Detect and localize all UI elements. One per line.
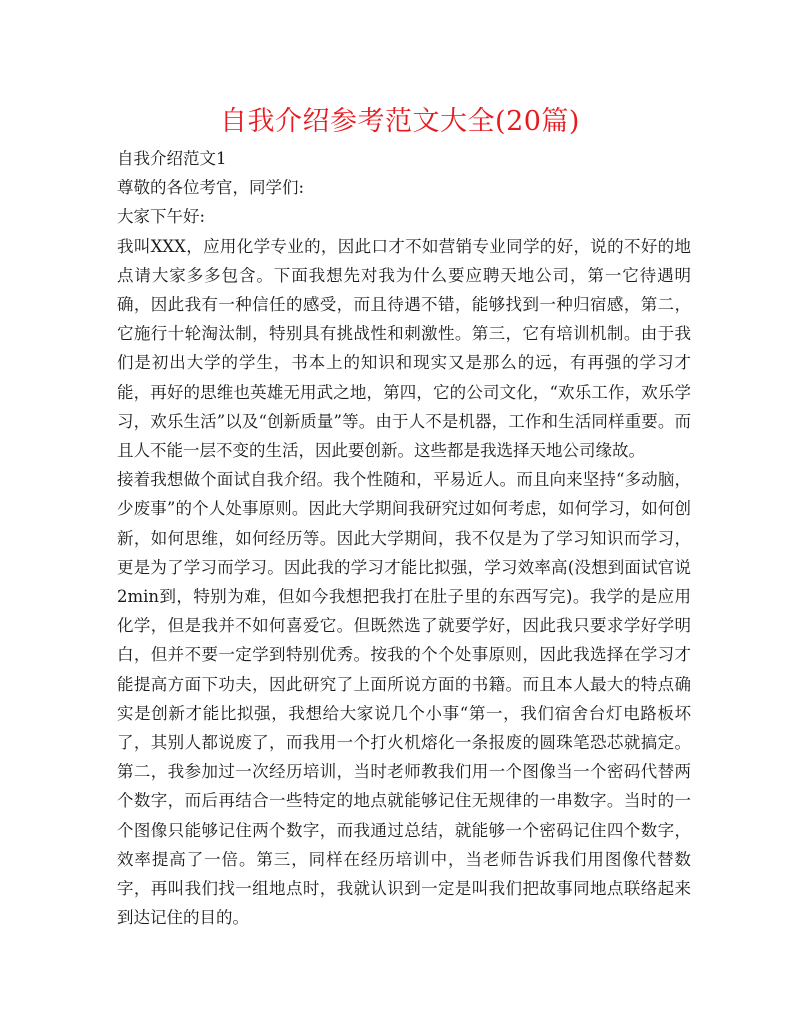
paragraph-greeting: 大家下午好: bbox=[117, 207, 206, 227]
paragraph-body-1: 我叫XXX，应用化学专业的，因此口才不如营销专业同学的好，说的不好的地点请大家多多包含。下面我想先对我为什么要应聘天地公司，第一它待遇明确，因此我有一种信任的感受，而且待遇不错，能够找到一种归宿感，第二，它施行十轮淘汰制，特别具有挑战性和刺激性。第三，它有培训机制。由于我们是初出大学的学生，书本上的知识和现实又是那么的远，有再强的学习才能，再好的思维也英雄无用武之地，第四，它的公司文化，“欢乐工作，欢乐学习，欢乐生活”以及“创新质量”等。由于人不是机器，工作和生活同样重要。而且人不能一层不变的生活，因此要创新。这些都是我选择天地公司缘故。 bbox=[117, 236, 691, 461]
document-title: 自我介绍参考范文大全(20篇) bbox=[220, 106, 580, 137]
document-body bbox=[117, 144, 691, 932]
paragraph-body-2: 接着我想做个面试自我介绍。我个性随和，平易近人。而且向来坚持“多动脑，少废事”的个人处事原则。因此大学期间我研究过如何考虑，如何学习，如何创新，如何思维，如何经历等。因此大学期间，我不仅是为了学习知识而学习，更是为了学习而学习。因此我的学习才能比拟强，学习效率高(没想到面试官说2min到，特别为难，但如今我想把我打在肚子里的东西写完)。我学的是应用化学，但是我并不如何喜爱它。但既然选了就要学好，因此我只要求学好学明白，但并不要一定学到特别优秀。按我的个个处事原则，因此我选择在学习才能提高方面下功夫，因此研究了上面所说方面的书籍。而且本人最大的特点确实是创新才能比拟强，我想给大家说几个小事“第一，我们宿舍台灯电路板坏了，其别人都说废了，而我用一个打火机熔化一条报废的圆珠笔恐芯就搞定。第二，我参加过一次经历培训，当时老师教我们用一个图像当一个密码代替两个数字，而后再结合一些特定的地点就能够记住无规律的一串数字。当时的一个图像只能够记住两个数字，而我通过总结，就能够一个密码记住四个数字，效率提高了一倍。第三，同样在经历培训中，当老师告诉我们用图像代替数字，再叫我们找一组地点时，我就认识到一定是叫我们把故事同地点联络起来到达记住的目的。 bbox=[117, 470, 691, 928]
paragraph-salutation: 尊敬的各位考官，同学们: bbox=[117, 178, 305, 198]
paragraph-heading: 自我介绍范文1 bbox=[117, 149, 227, 168]
